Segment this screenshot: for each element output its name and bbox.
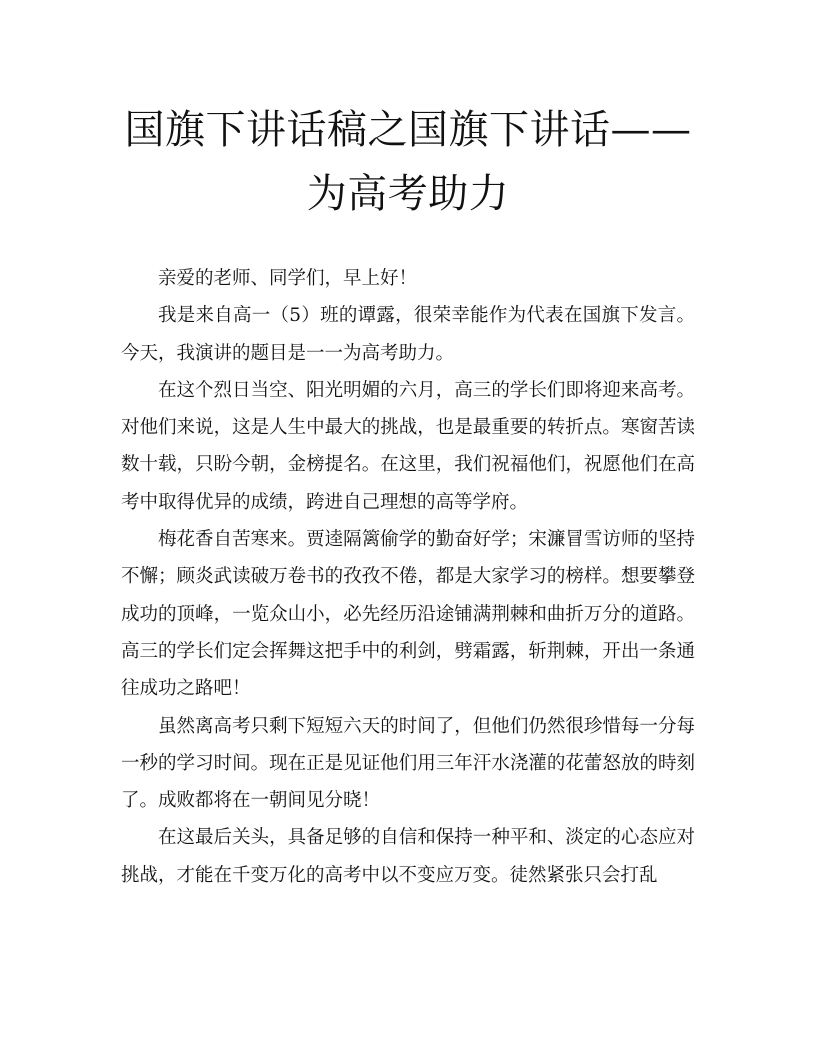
paragraph-greeting: 亲爱的老师、同学们，早上好！ [158,268,418,289]
paragraph-final-moment: 在这最后关头，具备足够的自信和保持一种平和、淡定的心态应对挑战，才能在千变万化的高考中以不变应万变。徒然紧张只会打乱 [121,827,695,886]
paragraph-role-models: 梅花香自苦寒来。贾逵隔篱偷学的勤奋好学；宋濂冒雪访师的坚持不懈；顾炎武读破万卷书的孜孜不倦，都是大家学习的榜样。想要攀登成功的顶峰，一览众山小，必先经历沿途铺满荆棘和曲折万分的道路。高三的学长们定会挥舞这把手中的利剑，劈霜露，斩荆棘，开出一条通往成功之路吧！ [121,529,695,700]
paragraph-june-exam: 在这个烈日当空、阳光明媚的六月，高三的学长们即将迎来高考。对他们来说，这是人生中最大的挑战，也是最重要的转折点。寒窗苦读数十载，只盼今朝，金榜提名。在这里，我们祝福他们，祝愿他们在高考中取得优异的成绩，跨进自己理想的高等学府。 [121,379,695,513]
paragraph-introduction: 我是来自高一（5）班的谭露，很荣幸能作为代表在国旗下发言。今天，我演讲的题目是一一为高考助力。 [121,305,695,364]
document-title: 国旗下讲话稿之国旗下讲话——为高考助力 [124,107,692,217]
paragraph-six-days: 虽然离高考只剩下短短六天的时间了，但他们仍然很珍惜每一分每一秒的学习时间。现在正是见证他们用三年汗水浇灌的花蕾怒放的時刻了。成败都将在一朝间见分晓！ [121,715,695,812]
document-body [121,260,695,894]
